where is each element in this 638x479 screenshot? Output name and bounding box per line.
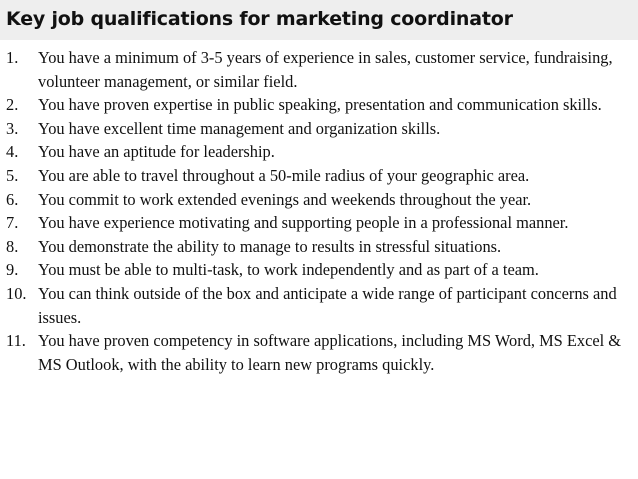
page-title: Key job qualifications for marketing coordinator <box>6 8 513 30</box>
list-item <box>0 140 638 164</box>
list-item <box>0 46 638 93</box>
list-item-number: 8. <box>6 236 19 256</box>
list-item <box>0 282 638 329</box>
list-item-text: You have proven expertise in public speaking, presentation and communication skills. <box>38 95 602 115</box>
list-item <box>0 329 638 376</box>
list-item-number: 10. <box>6 283 27 303</box>
list-item <box>0 235 638 259</box>
list-item-text: You commit to work extended evenings and weekends throughout the year. <box>38 189 532 209</box>
list-item-number: 9. <box>6 260 19 280</box>
list-item-number: 7. <box>6 213 19 233</box>
list-item <box>0 258 638 282</box>
list-item-number: 11. <box>6 331 26 351</box>
list-item-number: 2. <box>6 95 19 115</box>
list-item-number: 1. <box>6 48 19 67</box>
list-item-text: You are able to travel throughout a 50-mile radius of your geographic area. <box>38 165 530 185</box>
list-item <box>0 211 638 235</box>
list-item-text: You can think outside of the box and anticipate a wide range of participant concerns and issues. <box>38 283 617 327</box>
list-item-text: You demonstrate the ability to manage to results in stressful situations. <box>38 236 502 256</box>
title-bar <box>0 0 638 40</box>
list-item <box>0 93 638 117</box>
list-item <box>0 188 638 212</box>
qualifications-list <box>0 46 638 376</box>
list-item-text: You must be able to multi-task, to work independently and as part of a team. <box>38 260 539 280</box>
list-item <box>0 164 638 188</box>
list-item-number: 4. <box>6 142 19 162</box>
list-item-number: 5. <box>6 165 19 185</box>
list-item-text: You have proven competency in software applications, including MS Word, MS Excel & MS Outlook, with the ability to learn new programs quickly. <box>38 331 622 374</box>
list-item-number: 3. <box>6 118 19 138</box>
list-item-text: You have an aptitude for leadership. <box>38 142 275 162</box>
list-item-text: You have excellent time management and organization skills. <box>38 118 441 138</box>
list-item-number: 6. <box>6 189 19 209</box>
list-item-text: You have a minimum of 3-5 years of experience in sales, customer service, fundraising, volunteer management, or similar field. <box>38 48 613 91</box>
list-item-text: You have experience motivating and supporting people in a professional manner. <box>38 213 569 233</box>
list-item <box>0 117 638 141</box>
